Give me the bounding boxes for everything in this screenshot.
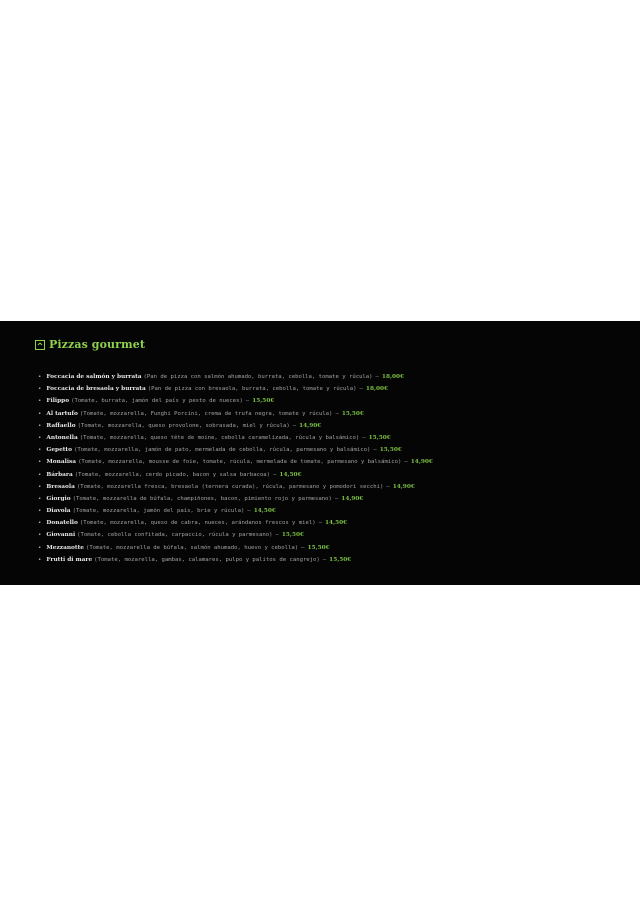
bullet-icon: • — [38, 532, 42, 539]
pizza-list — [38, 374, 433, 569]
pizza-description: (Tomate, mozzarella de búfala, salmón ahumado, huevo y cebolla) — [85, 544, 299, 551]
bullet-icon: • — [38, 556, 42, 563]
menu-list-item — [38, 435, 433, 447]
menu-list-item — [38, 459, 433, 471]
bullet-icon: • — [38, 434, 42, 441]
bullet-icon: • — [38, 447, 42, 454]
pizza-description: (Tomate, mozarella, gambas, calamares, pulpo y palitos de cangrejo) — [94, 556, 320, 563]
bullet-icon: • — [38, 471, 42, 478]
price-separator: – — [275, 532, 279, 539]
price-separator: – — [373, 447, 377, 454]
bullet-icon: • — [38, 508, 42, 515]
pizza-description: (Tomate, mozzarella, queso provolone, sobrasada, miel y rúcula) — [77, 422, 290, 429]
menu-list-item — [38, 508, 433, 520]
price-separator: – — [247, 508, 251, 515]
price-separator: – — [404, 459, 408, 466]
pizza-description: (Pan de pizza con bresaola, burrata, cebolla, tomate y rúcula) — [147, 386, 357, 393]
pizza-name: Giovanni — [46, 532, 76, 539]
minus-square-icon[interactable] — [35, 340, 45, 350]
pizza-price: 15,50€ — [281, 532, 305, 539]
pizza-description: (Tomate, mozzarella, Funghi Porcini, crema de trufa negra, tomate y rúcula) — [79, 410, 333, 417]
bullet-icon: • — [38, 483, 42, 490]
bullet-icon: • — [38, 410, 42, 417]
price-separator: – — [334, 495, 339, 502]
pizza-name: Donatello — [46, 520, 78, 527]
menu-list-item — [38, 447, 433, 459]
pizza-price: 15,50€ — [307, 544, 330, 551]
bullet-icon: • — [38, 544, 42, 551]
pizza-description: (Tomate, burrata, jamón del país y pesto de nueces) — [71, 398, 243, 405]
price-separator: – — [245, 398, 250, 405]
price-separator: – — [273, 471, 277, 478]
pizza-description: (Tomate, mozzarella, mousse de foie, tomate, rúcula, mermelada de tomate, parmesano y balsámico) — [78, 459, 402, 466]
pizza-name: Filippo — [46, 398, 70, 405]
pizza-description: (Tomate, cebolla confitada, carpaccio, rúcula y parmesano) — [77, 532, 273, 539]
pizza-name: Diavola — [46, 508, 71, 515]
pizza-price: 14,50€ — [279, 471, 302, 478]
pizza-name: Giorgio — [46, 495, 71, 502]
pizza-price: 14,50€ — [325, 520, 348, 527]
pizza-name: Bárbara — [46, 471, 73, 478]
menu-list-item — [38, 520, 433, 532]
price-separator: – — [359, 386, 363, 393]
price-separator: – — [362, 434, 366, 441]
menu-list-item — [38, 557, 433, 569]
price-separator: – — [322, 556, 327, 563]
menu-list-item — [38, 532, 433, 544]
pizza-description: (Pan de pizza con salmón ahumado, burrata, cebolla, tomate y rúcula) — [143, 374, 373, 380]
pizza-price: 18,00€ — [381, 374, 405, 380]
section-header[interactable] — [35, 338, 145, 351]
bullet-icon: • — [38, 520, 42, 527]
menu-list-item — [38, 496, 433, 508]
bullet-icon: • — [38, 398, 42, 405]
pizza-name: Mezzanotte — [46, 544, 84, 551]
price-separator: – — [375, 374, 379, 380]
pizza-name: Monalisa — [46, 459, 77, 466]
pizzas-gourmet-section — [0, 321, 640, 585]
menu-list-item — [38, 472, 433, 484]
menu-list-item — [38, 386, 433, 398]
pizza-name: Antonella — [46, 434, 78, 441]
pizza-description: (Tomate, mozzarella, queso tête de moine, cebolla caramelizada, rúcula y balsámico) — [79, 434, 360, 441]
pizza-description: (Tomate, mozzarella, jamón del país, brie y rúcula) — [72, 508, 245, 515]
pizza-price: 15,50€ — [341, 410, 364, 417]
price-separator: – — [292, 422, 297, 429]
pizza-price: 14,90€ — [341, 495, 364, 502]
pizza-price: 15,50€ — [329, 556, 352, 563]
price-separator: – — [301, 544, 305, 551]
pizza-description: (Tomate, mozzarella, cerdo picado, bacon y salsa barbacoa) — [74, 471, 271, 478]
pizza-description: (Tomate, mozzarella fresca, bresaola (ternera curada), rúcula, parmesano y pomodori secchi) — [76, 483, 384, 490]
menu-list-item — [38, 411, 433, 423]
bullet-icon: • — [38, 386, 42, 393]
menu-list-item — [38, 545, 433, 557]
menu-list-item — [38, 398, 433, 410]
bullet-icon: • — [38, 374, 42, 380]
bullet-icon: • — [38, 495, 42, 502]
pizza-price: 15,50€ — [368, 434, 391, 441]
pizza-name: Frutti di mare — [46, 556, 93, 563]
pizza-price: 14,90€ — [392, 483, 415, 490]
pizza-price: 14,50€ — [253, 508, 276, 515]
pizza-price: 14,90€ — [299, 422, 322, 429]
pizza-price: 14,90€ — [410, 459, 433, 466]
pizza-price: 15,50€ — [379, 447, 402, 454]
pizza-name: Foccacia de salmón y burrata — [46, 374, 142, 380]
pizza-description: (Tomate, mozzarella de búfala, champiñones, bacon, pimiento rojo y parmesano) — [72, 495, 332, 502]
pizza-description: (Tomate, mozzarella, jamón de pato, mermelada de cebolla, rúcula, parmesano y balsámico) — [73, 447, 371, 454]
bullet-icon: • — [38, 459, 42, 466]
pizza-name: Al tartufo — [46, 410, 78, 417]
pizza-name: Foccacia de bresaola y burrata — [46, 386, 146, 393]
pizza-price: 18,00€ — [365, 386, 389, 393]
price-separator: – — [386, 483, 390, 490]
pizza-name: Gepetto — [46, 447, 72, 454]
pizza-price: 15,50€ — [252, 398, 275, 405]
bullet-icon: • — [38, 422, 42, 429]
pizza-name: Raffaello — [46, 422, 76, 429]
menu-list-item — [38, 423, 433, 435]
price-separator: – — [335, 410, 339, 417]
pizza-description: (Tomate, mozzarella, queso de cabra, nueces, arándanos frescos y miel) — [79, 520, 316, 527]
menu-list-item — [38, 374, 433, 386]
section-title[interactable]: Pizzas gourmet — [49, 338, 146, 351]
menu-list-item — [38, 484, 433, 496]
price-separator: – — [318, 520, 323, 527]
pizza-name: Bresaola — [46, 483, 75, 490]
